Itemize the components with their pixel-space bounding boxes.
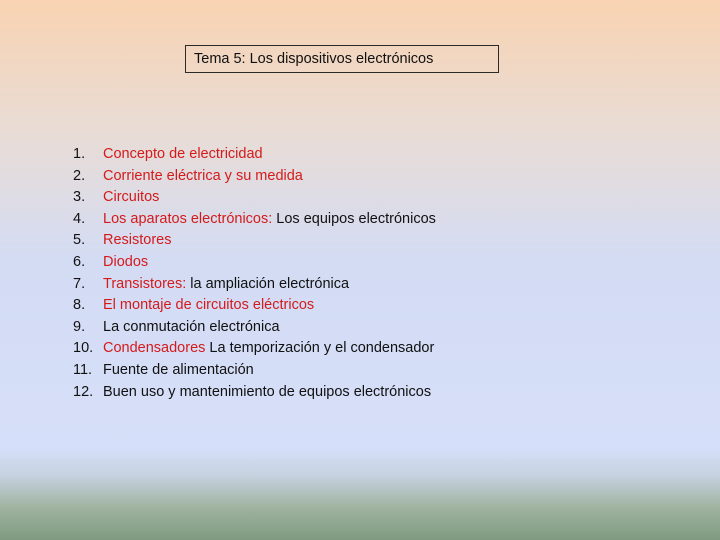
item-number: 3. — [73, 189, 86, 206]
list-item — [73, 144, 436, 166]
item-highlight-text: Circuitos — [103, 189, 160, 206]
list-item — [73, 209, 436, 231]
item-highlight-text: Resistores — [103, 232, 172, 249]
list-item — [73, 382, 436, 404]
item-number: 11. — [73, 361, 93, 378]
item-highlight-text: El montaje de circuitos eléctricos — [103, 297, 315, 314]
list-item — [73, 317, 436, 339]
item-highlight-text: Corriente eléctrica y su medida — [103, 167, 303, 184]
item-highlight-text: Transistores: — [103, 275, 187, 292]
item-number: 7. — [73, 275, 86, 292]
item-highlight-text: Concepto de electricidad — [103, 146, 263, 162]
list-item — [73, 230, 436, 252]
item-highlight-text: Diodos — [103, 253, 149, 270]
topic-list — [73, 144, 436, 403]
item-highlight-text: Los aparatos electrónicos: — [103, 210, 273, 227]
list-item — [73, 166, 436, 188]
item-text: Los equipos electrónicos — [272, 210, 436, 227]
list-item — [73, 274, 436, 296]
item-number: 2. — [73, 167, 86, 184]
item-text: La temporización y el condensador — [205, 340, 435, 357]
list-item — [73, 252, 436, 274]
list-item — [73, 338, 436, 360]
item-number: 6. — [73, 253, 86, 270]
list-item — [73, 360, 436, 382]
slide-title: Tema 5: Los dispositivos electrónicos — [185, 45, 499, 73]
item-number: 1. — [73, 146, 86, 162]
item-number: 12. — [73, 383, 94, 400]
item-text: La conmutación electrónica — [103, 318, 280, 335]
item-number: 4. — [73, 210, 86, 227]
item-number: 8. — [73, 297, 86, 314]
list-item — [73, 295, 436, 317]
item-number: 9. — [73, 318, 86, 335]
item-highlight-text: Condensadores — [103, 340, 206, 357]
list-item — [73, 187, 436, 209]
item-number: 5. — [73, 232, 86, 249]
item-text: Buen uso y mantenimiento de equipos electrónicos — [103, 383, 432, 400]
item-number: 10. — [73, 340, 94, 357]
item-text: la ampliación electrónica — [186, 275, 350, 292]
item-text: Fuente de alimentación — [103, 361, 254, 378]
